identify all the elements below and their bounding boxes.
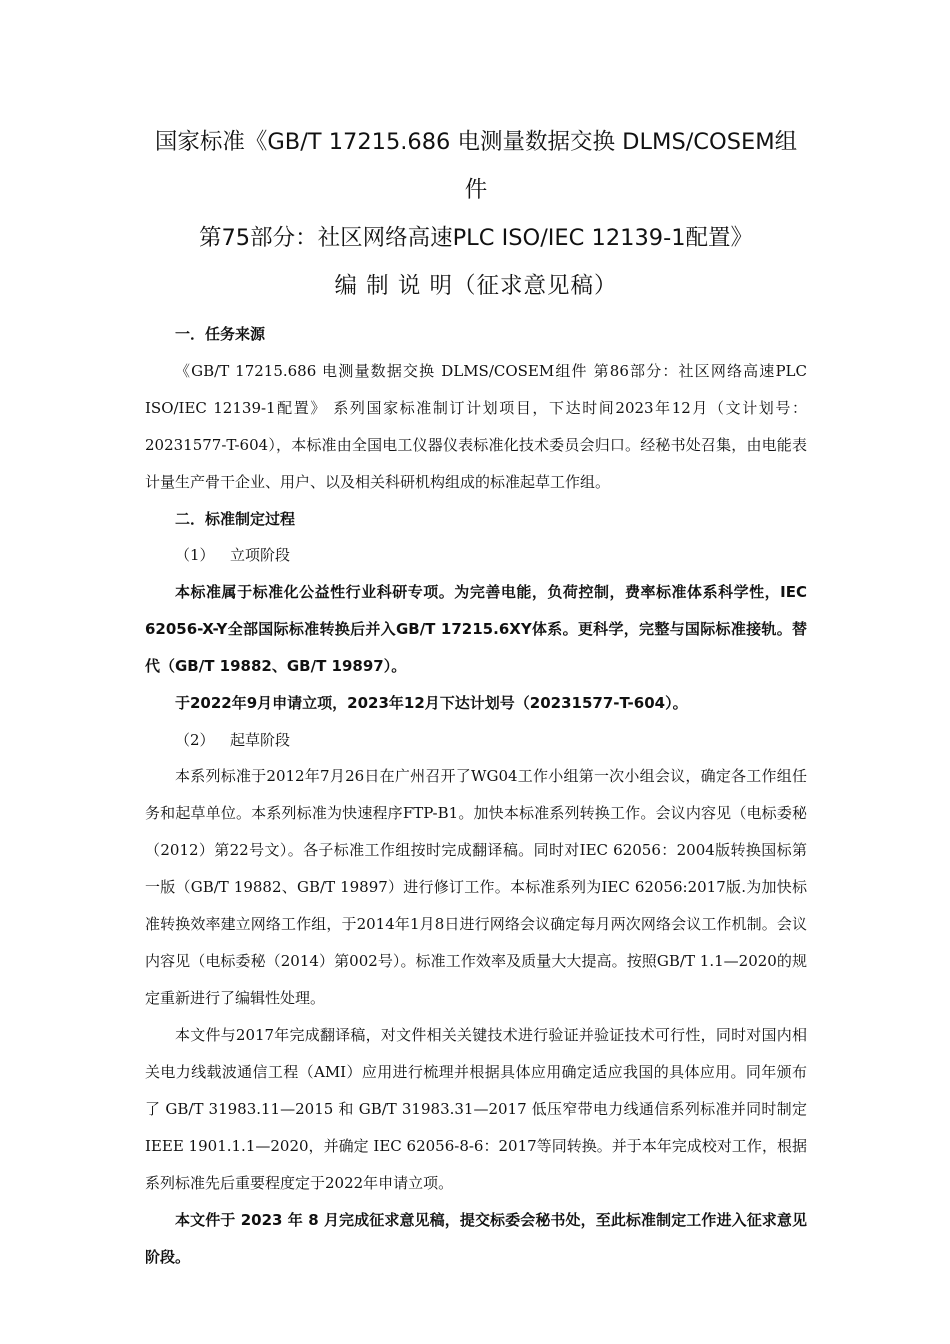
paragraph-drafting-3: 本文件于 2023 年 8 月完成征求意见稿，提交标委会秘书处，至此标准制定工作进入征求意见阶段。 <box>145 1211 807 1266</box>
title-line-1: 国家标准《GB/T 17215.686 电测量数据交换 DLMS/COSEM组件 <box>154 129 798 203</box>
section-heading-task-source: 一．任务来源 <box>175 325 266 343</box>
subsection-label: 立项阶段 <box>230 546 291 564</box>
title-line-3: 编 制 说 明（征求意见稿） <box>334 273 618 299</box>
paragraph-initiation-2: 于2022年9月申请立项，2023年12月下达计划号（20231577-T-604）。 <box>175 693 688 712</box>
paragraph-initiation-1: 本标准属于标准化公益性行业科研专项。为完善电能，负荷控制，费率标准体系科学性，IEC 62056-X-Y全部国际标准转换后并入GB/T 17215.6XY体系。更科学，完整与国际标准接轨。替代（GB/T 19882、GB/T 19897）。 <box>145 582 807 675</box>
subsection-heading-initiation <box>145 537 807 574</box>
section-heading-process: 二．标准制定过程 <box>175 509 296 528</box>
paragraph-task-source: 《GB/T 17215.686 电测量数据交换 DLMS/COSEM组件 第86部分：社区网络高速PLC ISO/IEC 12139-1配置》 系列国家标准制订计划项目，下达时间2023年12月（文计划号：20231577-T-604），本标准由全国电工仪器仪表标准化技术委员会归口。经秘书处召集，由电能表计量生产骨干企业、用户、以及相关科研机构组成的标准起草工作组。 <box>145 361 807 491</box>
title-line-2: 第75部分：社区网络高速PLC ISO/IEC 12139-1配置》 <box>198 225 754 251</box>
subsection-heading-drafting <box>145 722 807 759</box>
paragraph-drafting-1: 本系列标准于2012年7月26日在广州召开了WG04工作小组第一次小组会议，确定各工作组任务和起草单位。本系列标准为快速程序FTP-B1。加快本标准系列转换工作。会议内容见（电标委秘（2012）第22号文）。各子标准工作组按时完成翻译稿。同时对IEC 62056：2004版转换国标第一版（GB/T 19882、GB/T 19897）进行修订工作。本标准系列为IEC 62056:2017版.为加快标准转换效率建立网络工作组，于2014年1月8日进行网络会议确定每月两次网络会议工作机制。会议内容见（电标委秘（2014）第002号）。标准工作效率及质量大大提高。按照GB/T 1.1—2020的规定重新进行了编辑性处理。 <box>145 767 807 1007</box>
paragraph-drafting-2: 本文件与2017年完成翻译稿，对文件相关关键技术进行验证并验证技术可行性，同时对国内相关电力线载波通信工程（AMI）应用进行梳理并根据具体应用确定适应我国的具体应用。同年颁布了 GB/T 31983.11—2015 和 GB/T 31983.31—2017 低压窄带电力线通信系列标准并同时制定 IEEE 1901.1.1—2020，并确定 IEC 62056-8-6：2017等同转换。并于本年完成校对工作，根据系列标准先后重要程度定于2022年申请立项。 <box>145 1026 807 1192</box>
subsection-label: 起草阶段 <box>230 730 291 749</box>
subsection-number: （2） <box>175 730 215 749</box>
document-page <box>145 118 807 1276</box>
subsection-number: （1） <box>175 546 215 564</box>
